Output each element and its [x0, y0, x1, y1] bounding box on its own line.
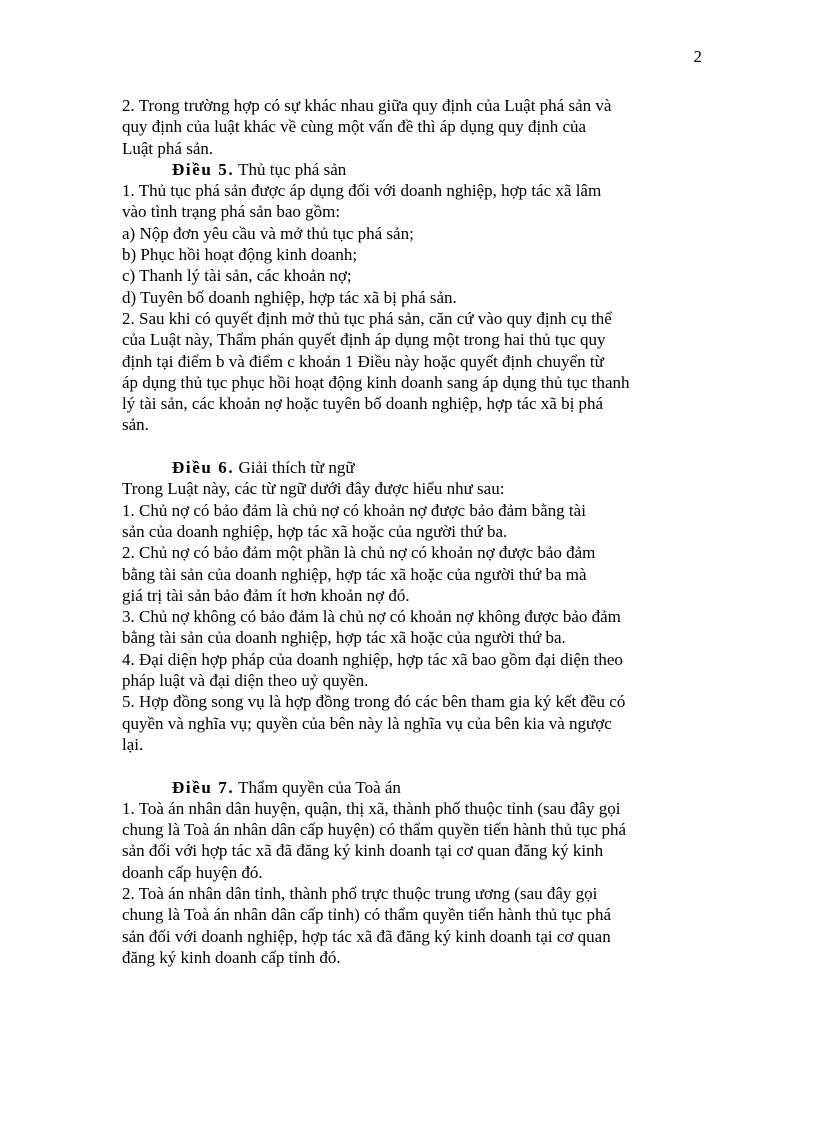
text-line: 1. Thủ tục phá sản được áp dụng đối với doanh nghiệp, hợp tác xã lâm	[122, 181, 602, 201]
text-line: định tại điểm b và điểm c khoản 1 Điều này hoặc quyết định chuyển từ	[122, 351, 604, 371]
text-line: chung là Toà án nhân dân cấp huyện) có thẩm quyền tiến hành thủ tục phá	[122, 820, 627, 840]
page-number: 2	[693, 47, 702, 66]
article-title: Thẩm quyền của Toà án	[238, 777, 401, 797]
text-line: sản của doanh nghiệp, hợp tác xã hoặc của người thứ ba.	[122, 521, 508, 541]
article-heading	[122, 777, 712, 798]
text-line: d) Tuyên bố doanh nghiệp, hợp tác xã bị phá sản.	[122, 287, 457, 307]
text-line: 1. Toà án nhân dân huyện, quận, thị xã, thành phố thuộc tỉnh (sau đây gọi	[122, 798, 621, 818]
text-line: chung là Toà án nhân dân cấp tỉnh) có thẩm quyền tiến hành thủ tục phá	[122, 905, 611, 925]
article-5	[122, 159, 712, 436]
text-line: a) Nộp đơn yêu cầu và mở thủ tục phá sản;	[122, 223, 414, 243]
text-line: pháp luật và đại diện theo uỷ quyền.	[122, 671, 369, 691]
text-line: áp dụng thủ tục phục hồi hoạt động kinh doanh sang áp dụng thủ tục thanh	[122, 372, 630, 392]
text-line: lý tài sản, các khoản nợ hoặc tuyên bố doanh nghiệp, hợp tác xã bị phá	[122, 394, 604, 414]
blank-line	[122, 755, 712, 776]
article-number: Điều 5.	[172, 159, 235, 179]
article-title: Thủ tục phá sản	[238, 159, 347, 179]
article-title: Giải thích từ ngữ	[238, 458, 355, 478]
article-heading	[122, 159, 712, 180]
text-line: bằng tài sản của doanh nghiệp, hợp tác xã hoặc của người thứ ba.	[122, 628, 566, 648]
document-body	[122, 95, 712, 968]
text-line: bằng tài sản của doanh nghiệp, hợp tác xã hoặc của người thứ ba mà	[122, 564, 587, 584]
text-line: 5. Hợp đồng song vụ là hợp đồng trong đó các bên tham gia ký kết đều có	[122, 692, 626, 712]
text-line: 1. Chủ nợ có bảo đảm là chủ nợ có khoản nợ được bảo đảm bằng tài	[122, 500, 586, 520]
article4-clause2	[122, 95, 712, 159]
text-line: quyền và nghĩa vụ; quyền của bên này là nghĩa vụ của bên kia và ngược	[122, 713, 612, 733]
text-line: quy định của luật khác về cùng một vấn đề thì áp dụng quy định của	[122, 117, 587, 137]
text-line: sản.	[122, 415, 149, 435]
article-7	[122, 777, 712, 969]
text-line: sản đối với doanh nghiệp, hợp tác xã đã đăng ký kinh doanh tại cơ quan	[122, 926, 611, 946]
text-line: 2. Chủ nợ có bảo đảm một phần là chủ nợ có khoản nợ được bảo đảm	[122, 543, 596, 563]
text-line: b) Phục hồi hoạt động kinh doanh;	[122, 245, 358, 265]
text-line: của Luật này, Thẩm phán quyết định áp dụng một trong hai thủ tục quy	[122, 330, 606, 350]
text-line: sản đối với hợp tác xã đã đăng ký kinh doanh tại cơ quan đăng ký kinh	[122, 841, 604, 861]
text-line: giá trị tài sản bảo đảm ít hơn khoản nợ đó.	[122, 585, 410, 605]
text-line: 3. Chủ nợ không có bảo đảm là chủ nợ có khoản nợ không được bảo đảm	[122, 607, 621, 627]
text-line: c) Thanh lý tài sản, các khoản nợ;	[122, 266, 352, 286]
blank-line	[122, 436, 712, 457]
text-line: đăng ký kinh doanh cấp tỉnh đó.	[122, 947, 341, 967]
article-number: Điều 7.	[172, 777, 235, 797]
text-line: 4. Đại diện hợp pháp của doanh nghiệp, hợp tác xã bao gồm đại diện theo	[122, 649, 623, 669]
text-line: 2. Trong trường hợp có sự khác nhau giữa quy định của Luật phá sản và	[122, 96, 612, 115]
text-line: 2. Toà án nhân dân tỉnh, thành phố trực thuộc trung ương (sau đây gọi	[122, 883, 598, 903]
text-line: lại.	[122, 734, 144, 754]
article-number: Điều 6.	[172, 458, 235, 478]
text-line: vào tình trạng phá sản bao gồm:	[122, 202, 341, 222]
article-6	[122, 457, 712, 755]
article-heading	[122, 457, 712, 478]
text-line: Trong Luật này, các từ ngữ dưới đây được hiểu như sau:	[122, 479, 505, 499]
text-line: Luật phá sản.	[122, 138, 214, 158]
text-line: doanh cấp huyện đó.	[122, 862, 263, 882]
text-line: 2. Sau khi có quyết định mở thủ tục phá sản, căn cứ vào quy định cụ thể	[122, 308, 612, 328]
